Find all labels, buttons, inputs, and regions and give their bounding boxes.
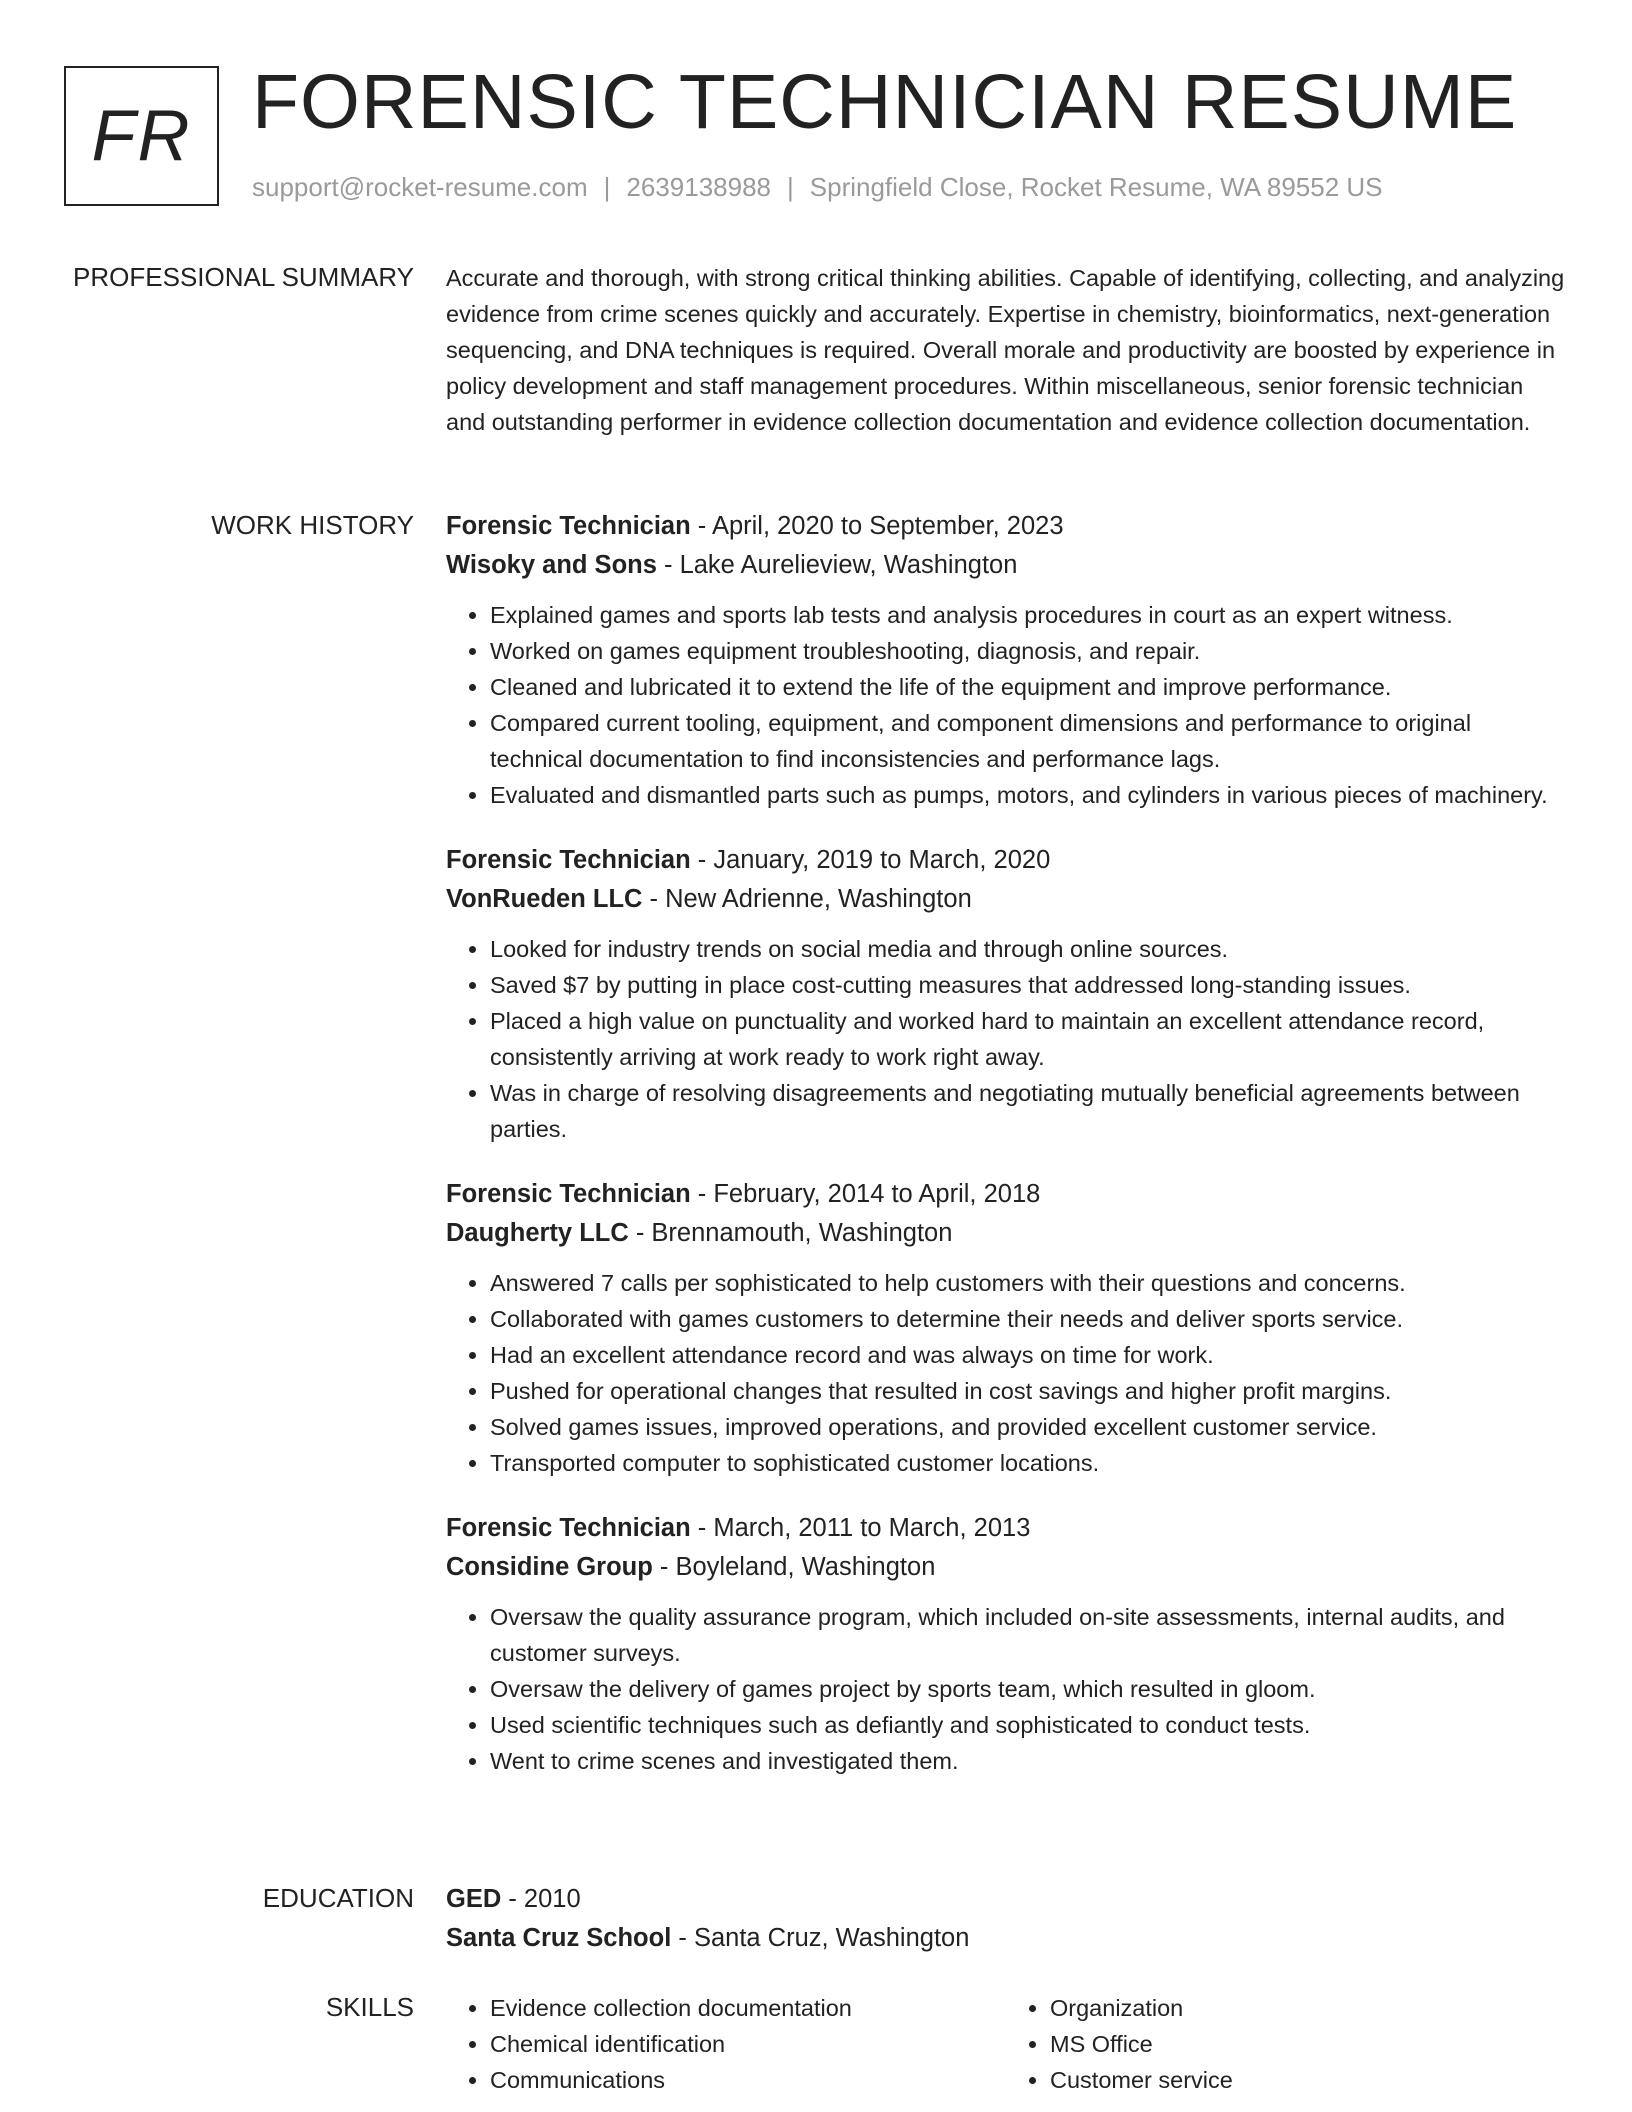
job-title-line	[446, 1509, 1566, 1548]
job-bullet: • Oversaw the quality assurance program, which included on-site assessments, internal audits, and customer surveys.	[490, 1599, 1566, 1671]
job-bullet: • Evaluated and dismantled parts such as pumps, motors, and cylinders in various pieces of machinery.	[490, 777, 1566, 813]
job-bullet: • Explained games and sports lab tests and analysis procedures in court as an expert witness.	[490, 597, 1566, 633]
job-bullet: • Cleaned and lubricated it to extend the life of the equipment and improve performance.	[490, 669, 1566, 705]
skill-item: • Organization	[1050, 1990, 1566, 2026]
summary-body	[446, 260, 1566, 440]
job-bullet: • Was in charge of resolving disagreements and negotiating mutually beneficial agreements between parties.	[490, 1075, 1566, 1147]
job-location: - Boyleland, Washington	[652, 1553, 936, 1581]
skill-item: • MS Office	[1050, 2026, 1566, 2062]
contact-separator: |	[787, 172, 794, 202]
job-bullets	[446, 1599, 1566, 1779]
job-company-line	[446, 1548, 1566, 1587]
job-title-line	[446, 841, 1566, 880]
education-school: Santa Cruz School	[446, 1924, 672, 1952]
job-company: Daugherty LLC	[446, 1219, 629, 1247]
section-label-work-history: WORK HISTORY	[211, 510, 414, 540]
job-bullet: • Collaborated with games customers to determine their needs and deliver sports service.	[490, 1301, 1566, 1337]
resume-title: FORENSIC TECHNICIAN RESUME	[252, 59, 1518, 145]
job-location: - Lake Aurelieview, Washington	[656, 551, 1018, 579]
contact-line	[252, 172, 1383, 203]
skill-item: • Chemical identification	[490, 2026, 1006, 2062]
job-title: Forensic Technician	[446, 512, 691, 540]
job-bullet: • Went to crime scenes and investigated them.	[490, 1743, 1566, 1779]
job-bullet: • Used scientific techniques such as defiantly and sophisticated to conduct tests.	[490, 1707, 1566, 1743]
job-company-line	[446, 1214, 1566, 1253]
education-degree-line	[446, 1880, 1566, 1919]
section-label-summary: PROFESSIONAL SUMMARY	[73, 262, 414, 292]
job-bullets	[446, 1265, 1566, 1481]
job-location: - Brennamouth, Washington	[628, 1219, 953, 1247]
skills-list-left	[446, 1990, 1006, 2098]
job-bullet: • Saved $7 by putting in place cost-cutting measures that addressed long-standing issues.	[490, 967, 1566, 1003]
job-bullet: • Looked for industry trends on social media and through online sources.	[490, 931, 1566, 967]
skills-list-right	[1006, 1990, 1566, 2098]
job-company: Considine Group	[446, 1553, 653, 1581]
education-year: - 2010	[501, 1885, 581, 1913]
contact-address: Springfield Close, Rocket Resume, WA 89552 US	[809, 172, 1383, 202]
job-entry	[446, 1509, 1566, 1779]
monogram-logo: FR	[64, 66, 219, 206]
job-company: VonRueden LLC	[446, 885, 643, 913]
section-label-skills: SKILLS	[325, 1992, 414, 2022]
job-title-line	[446, 507, 1566, 546]
job-bullet: • Pushed for operational changes that resulted in cost savings and higher profit margins.	[490, 1373, 1566, 1409]
job-title-line	[446, 1175, 1566, 1214]
job-bullet: • Placed a high value on punctuality and worked hard to maintain an excellent attendance record, consistently arriving at work ready to work right away.	[490, 1003, 1566, 1075]
job-title: Forensic Technician	[446, 846, 691, 874]
contact-phone[interactable]: 2639138988	[626, 172, 771, 202]
job-title: Forensic Technician	[446, 1180, 691, 1208]
summary-text: Accurate and thorough, with strong critical thinking abilities. Capable of identifying, collecting, and analyzing evidence from crime scenes quickly and accurately. Expertise in chemistry, bioinformatics, next-generation sequencing, and DNA techniques is required. Overall morale and productivity are boosted by experience in policy development and staff management procedures. Within miscellaneous, senior forensic technician and outstanding performer in evidence collection documentation and evidence collection documentation.	[446, 265, 1565, 435]
contact-email[interactable]: support@rocket-resume.com	[252, 172, 588, 202]
section-label-education: EDUCATION	[262, 1883, 414, 1913]
education-location: - Santa Cruz, Washington	[671, 1924, 970, 1952]
job-dates: - February, 2014 to April, 2018	[690, 1180, 1041, 1208]
job-entry	[446, 1175, 1566, 1481]
job-bullets	[446, 597, 1566, 813]
job-bullet: • Solved games issues, improved operations, and provided excellent customer service.	[490, 1409, 1566, 1445]
contact-separator: |	[603, 172, 611, 202]
job-dates: - March, 2011 to March, 2013	[690, 1514, 1031, 1542]
skills-grid	[446, 1990, 1566, 2098]
job-bullets	[446, 931, 1566, 1147]
job-bullet: • Oversaw the delivery of games project by sports team, which resulted in gloom.	[490, 1671, 1566, 1707]
skills-body	[446, 1990, 1566, 2098]
job-company-line	[446, 546, 1566, 585]
work-history-body	[446, 507, 1566, 1807]
skill-item: • Evidence collection documentation	[490, 1990, 1006, 2026]
job-location: - New Adrienne, Washington	[642, 885, 972, 913]
job-bullet: • Worked on games equipment troubleshooting, diagnosis, and repair.	[490, 633, 1566, 669]
job-bullet: • Compared current tooling, equipment, and component dimensions and performance to original technical documentation to find inconsistencies and performance lags.	[490, 705, 1566, 777]
education-body	[446, 1880, 1566, 1958]
job-entry	[446, 507, 1566, 813]
job-bullet: • Had an excellent attendance record and was always on time for work.	[490, 1337, 1566, 1373]
job-dates: - April, 2020 to September, 2023	[690, 512, 1064, 540]
job-company: Wisoky and Sons	[446, 551, 657, 579]
job-bullet: • Transported computer to sophisticated customer locations.	[490, 1445, 1566, 1481]
job-title: Forensic Technician	[446, 1514, 691, 1542]
job-entry	[446, 841, 1566, 1147]
skill-item: • Communications	[490, 2062, 1006, 2098]
job-dates: - January, 2019 to March, 2020	[690, 846, 1051, 874]
skill-item: • Customer service	[1050, 2062, 1566, 2098]
education-school-line	[446, 1919, 1566, 1958]
education-degree: GED	[446, 1885, 502, 1913]
job-company-line	[446, 880, 1566, 919]
job-bullet: • Answered 7 calls per sophisticated to help customers with their questions and concerns.	[490, 1265, 1566, 1301]
